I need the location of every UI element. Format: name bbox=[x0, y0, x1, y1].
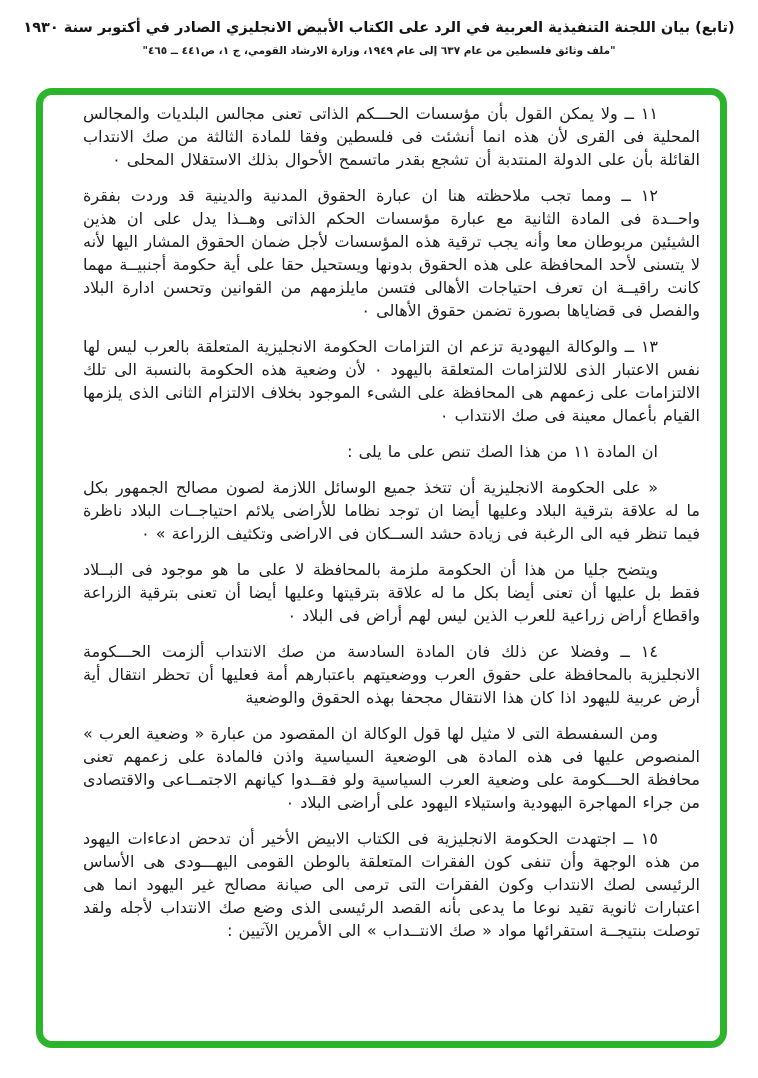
paragraph-13: ١٣ ــ والوكالة اليهودية تزعم ان التزامات الحكومة الانجليزية المتعلقة بالعرب ليس لها نفس الاعتبار الذى للالتزامات المتعلقة باليهود ٠ لأن وضعية هذه الحكومة بالنسبة الى تلك الالتزامات على زعمهم هى المحافظة على الشىء الموجود بخلاف الالتزام الثانى الذى يلزمها القيام بأعمال معينة فى صك الانتداب ٠ bbox=[83, 337, 700, 425]
page-header bbox=[0, 18, 758, 57]
paragraph-11: ١١ ــ ولا يمكن القول بأن مؤسسات الحـــكم الذاتى تعنى مجالس البلديات والمجالس المحلية فى القرى لأن هذه انما أنشئت فى فلسطين وفقا للمادة الثالثة من صك الانتداب القائلة بأن على الدولة المنتدبة أن تشجع بقدر ماتسمح الأحوال بذلك الاستقلال المحلى ٠ bbox=[83, 104, 700, 169]
paragraph-12: ١٢ ــ ومما تجب ملاحظته هنا ان عبارة الحقوق المدنية والدينية قد وردت بفقرة واحــدة فى المادة الثانية مع عبارة مؤسسات الحكم الذاتى وهــذا يدل على ان هذين الشيئين مربوطان معا وأنه يجب ترقية هذه المؤسسات لأجل ضمان الحقوق المشار اليها لأنه لا يتسنى لأحد المحافظة على هذه الحقوق بدونها ويستحيل حقا على أية حكومة أجنبيــة مهما كانت راقيــة ان تعرف احتياجات الأهالى فتسن مايلزمهم من القوانين وتحسن ادارة البلاد والفصل فى قضاياها بصورة تضمن حقوق الأهالى ٠ bbox=[83, 186, 700, 320]
article-11-quote: « على الحكومة الانجليزية أن تتخذ جميع الوسائل اللازمة لصون مصالح الجمهور بكل ما له علاقة بترقية البلاد وعليها أيضا ان توجد نظاما للأراضى يلائم احتياجــات البلاد ناظرة فيما تنظر فيه الى الرغبة فى زيادة حشد الســكان فى الاراضى وتكثيف الزراعة » ٠ bbox=[83, 478, 700, 543]
document-body bbox=[83, 102, 700, 942]
commentary-paragraph: ويتضح جليا من هذا أن الحكومة ملزمة بالمحافظة لا على ما هو موجود فى البــلاد فقط بل عليها أن تعنى أيضا بكل ما له علاقة بترقيتها وعليها أيضا أن تعنى بترقية الزراعة واقطاع أراض زراعية للعرب الذين ليس لهم أراض فى البلاد ٠ bbox=[83, 560, 700, 625]
green-border-frame bbox=[36, 88, 727, 1048]
page-title: (تابع) بيان اللجنة التنفيذية العربية في الرد على الكتاب الأبيض الانجليزي الصادر في أكتوبر سنة ١٩٣٠ bbox=[23, 20, 735, 36]
paragraph-15: ١٥ ــ اجتهدت الحكومة الانجليزية فى الكتاب الابيض الأخير أن تدحض ادعاءات اليهود من هذه الوجهة وأن تنفى كون الفقرات المتعلقة بالوطن القومى اليهـــودى هى الأساس الرئيسى لصك الانتداب وكون الفقرات التى ترمى الى صيانة مصالح غير اليهود انما هى اعتبارات ثانوية تقيد نوعا ما يدعى بأنه القصد الرئيسى الذى وضع صك الانتداب لأجله ولقد توصلت بنتيجــة استقرائها مواد « صك الانتــداب » الى الأمرين الآتيين : bbox=[83, 829, 700, 940]
paragraph-14: ١٤ ــ وفضلا عن ذلك فان المادة السادسة من صك الانتداب ألزمت الحـــكومة الانجليزية بالمحافظة على حقوق العرب ووضعيتهم باعتبارهم أمة فعليها أن تحظر انتقال أية أرض عربية لليهود اذا كان هذا الانتقال مجحفا بهذه الحقوق والوضعية bbox=[83, 642, 700, 707]
sophistry-paragraph: ومن السفسطة التى لا مثيل لها قول الوكالة ان المقصود من عبارة « وضعية العرب » المنصوص عليها فى هذه المادة هى الوضعية السياسية واذن فالمادة على زعمهم تعنى محافظة الحـــكومة على وضعية العرب السياسية ولو فقــدوا كيانهم الاجتمــاعى والاقتصادى من جراء المهاجرة اليهودية واستيلاء اليهود على أراضى البلاد ٠ bbox=[83, 724, 700, 812]
source-citation: "ملف وثائق فلسطين من عام ٦٣٧ إلى عام ١٩٤٩، وزارة الارشاد القومي، ج ١، ص٤٤١ ــ ٤٦٥" bbox=[142, 45, 616, 58]
article-11-intro-line: ان المادة ١١ من هذا الصك تنص على ما يلى : bbox=[347, 442, 658, 461]
